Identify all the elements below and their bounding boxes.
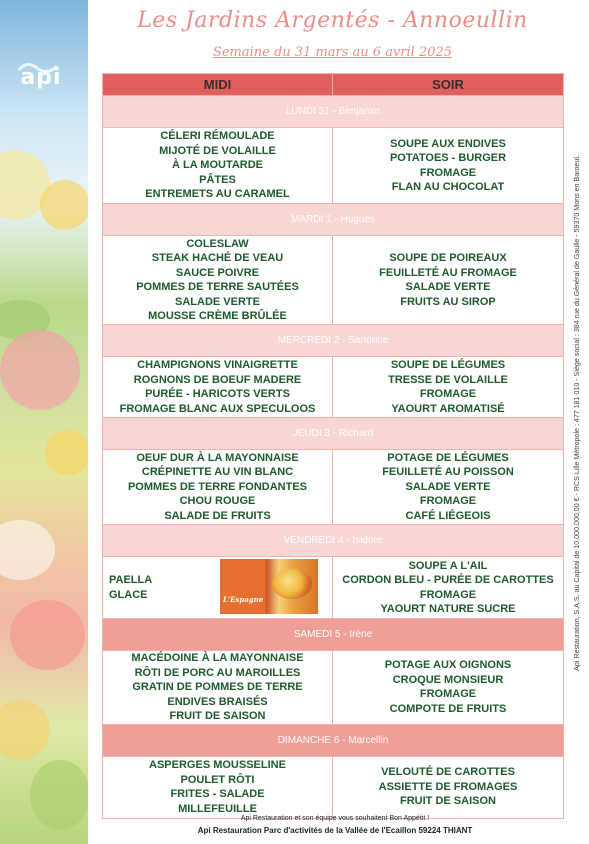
menu-item: ENTREMETS AU CARAMEL	[145, 188, 290, 201]
menu-item: COLESLAW	[186, 237, 249, 250]
menu-item: SOUPE AUX ENDIVES	[390, 137, 506, 150]
menu-item: SALADE VERTE	[405, 480, 491, 493]
menu-item: MACÉDOINE À LA MAYONNAISE	[131, 652, 304, 664]
menu-item: FROMAGE	[419, 388, 477, 400]
lunch-cell	[103, 756, 333, 818]
dinner-cell	[333, 236, 564, 325]
menu-item: ASPERGES MOUSSELINE	[149, 759, 286, 771]
menu-item: SOUPE DE LÉGUMES	[390, 359, 506, 371]
menu-item: YAOURT AROMATISÉ	[391, 402, 505, 415]
menu-item: FEUILLETÉ AU POISSON	[382, 466, 514, 479]
menu-item: SOUPE DE POIREAUX	[389, 252, 507, 264]
menu-item: SOUPE A L'AIL	[408, 559, 488, 572]
lunch-cell	[103, 651, 333, 725]
dinner-cell	[333, 557, 564, 619]
day-header: DIMANCHE 6 - Marcellin	[103, 724, 564, 756]
menu-item: CÉLERI RÉMOULADE	[160, 130, 275, 143]
menu-item: CAFÉ LIÉGEOIS	[405, 509, 491, 522]
menu-item: GRATIN DE POMMES DE TERRE	[132, 681, 303, 693]
day-header: LUNDI 31 - Benjamin	[103, 96, 564, 128]
menu-item: MOUSSE CRÈME BRÛLÉE	[148, 310, 287, 322]
menu-item: À LA MOUTARDE	[171, 159, 264, 172]
page-title: Les Jardins Argentés - Annoeullin	[137, 8, 528, 33]
menu-item: FROMAGE	[419, 688, 477, 701]
legal-notice: Api Restauration, S.A.S. au Capital de 10.000.000,00 € - RCS Lille Métropole : 477 181 010 - Siège social : 384 rue du Général de Gaulle - 59370 Mons en Baroeul.	[573, 155, 581, 671]
spain-theme-image: L'Espagne	[220, 559, 318, 614]
paella-dish-image	[272, 569, 312, 599]
menu-item: YAOURT NATURE SUCRE	[380, 603, 516, 615]
menu-item: POMMES DE TERRE SAUTÉES	[136, 281, 299, 293]
menu-item: FRUIT DE SAISON	[400, 795, 496, 808]
menu-item: MIJOTÉ DE VOLAILLE	[159, 144, 276, 157]
lunch-cell	[103, 557, 333, 619]
day-header: SAMEDI 5 - Irène	[103, 619, 564, 651]
menu-item: CRÉPINETTE AU VIN BLANC	[141, 466, 294, 479]
menu-item: FRUIT DE SAISON	[169, 710, 266, 722]
lunch-cell	[103, 357, 333, 418]
menu-item: GLACE	[109, 588, 148, 601]
flower-sidebar-image	[0, 0, 88, 844]
menu-item: FROMAGE	[419, 495, 477, 508]
menu-item: POTAGE DE LÉGUMES	[387, 451, 509, 464]
footer-address: Api Restauration Parc d'activités de la Vallée de l'Ecaillon 59224 THIANT	[197, 826, 473, 835]
menu-item: POMMES DE TERRE FONDANTES	[127, 480, 308, 493]
lunch-cell	[103, 450, 333, 525]
menu-item: SALADE DE FRUITS	[164, 509, 271, 522]
menu-item: SALADE VERTE	[175, 295, 260, 308]
dinner-cell	[333, 651, 564, 725]
column-header-midi: MIDI	[103, 74, 333, 96]
day-header: MARDI 1 - Hugues	[103, 204, 564, 236]
menu-item: FRUITS AU SIROP	[400, 295, 496, 308]
menu-item: OEUF DUR À LA MAYONNAISE	[136, 451, 299, 464]
menu-item: POTAGE AUX OIGNONS	[384, 659, 512, 672]
menu-item: TRESSE DE VOLAILLE	[388, 373, 508, 386]
day-header: MERCREDI 2 - Sandrine	[103, 325, 564, 357]
menu-item: PURÉE - HARICOTS VERTS	[145, 388, 290, 400]
menu-item: FROMAGE	[419, 588, 477, 601]
menu-item: POULET RÔTI	[180, 773, 255, 786]
day-header: VENDREDI 4 - Isidore	[103, 525, 564, 557]
dinner-cell	[333, 128, 564, 204]
menu-item: VELOUTÉ DE CAROTTES	[381, 766, 515, 779]
menu-item: POTATOES - BURGER	[389, 152, 507, 164]
menu-item: MILLEFEUILLE	[178, 802, 257, 815]
menu-item: FEUILLETÉ AU FROMAGE	[379, 266, 517, 279]
dinner-cell	[333, 756, 564, 818]
menu-item: CORDON BLEU - PURÉE DE CAROTTES	[342, 574, 554, 586]
menu-item: FRITES - SALADE	[170, 788, 265, 800]
menu-item: ENDIVES BRAISÉS	[167, 695, 268, 708]
lunch-cell	[103, 236, 333, 325]
column-header-soir: SOIR	[333, 74, 564, 96]
menu-item: FROMAGE	[419, 166, 477, 179]
weekly-menu-table	[102, 73, 564, 819]
menu-item: SALADE VERTE	[405, 281, 491, 293]
menu-item: ASSIETTE DE FROMAGES	[378, 780, 518, 793]
menu-item: FLAN AU CHOCOLAT	[391, 181, 505, 193]
lunch-cell	[103, 128, 333, 204]
week-subtitle: Semaine du 31 mars au 6 avril 2025	[212, 45, 453, 60]
menu-item: PÂTES	[199, 173, 236, 186]
menu-item: FROMAGE BLANC AUX SPECULOOS	[119, 402, 316, 415]
menu-item: PAELLA	[109, 574, 153, 586]
menu-item: STEAK HACHÉ DE VEAU	[151, 252, 284, 264]
menu-item: RÔTI DE PORC AU MAROILLES	[134, 666, 301, 679]
dinner-cell	[333, 450, 564, 525]
menu-item: CROQUE MONSIEUR	[392, 673, 504, 686]
menu-item: SAUCE POIVRE	[175, 266, 260, 279]
day-header: JEUDI 3 - Richard	[103, 418, 564, 450]
menu-item: CHOU ROUGE	[179, 495, 256, 508]
menu-item: ROGNONS DE BOEUF MADERE	[133, 373, 302, 386]
api-logo: api	[20, 65, 62, 90]
footer-greeting: Api Restauration et son équipe vous souhaitent Bon Appétit !	[240, 815, 430, 822]
menu-item: COMPOTE DE FRUITS	[389, 702, 507, 715]
dinner-cell	[333, 357, 564, 418]
menu-item: CHAMPIGNONS VINAIGRETTE	[137, 359, 298, 371]
